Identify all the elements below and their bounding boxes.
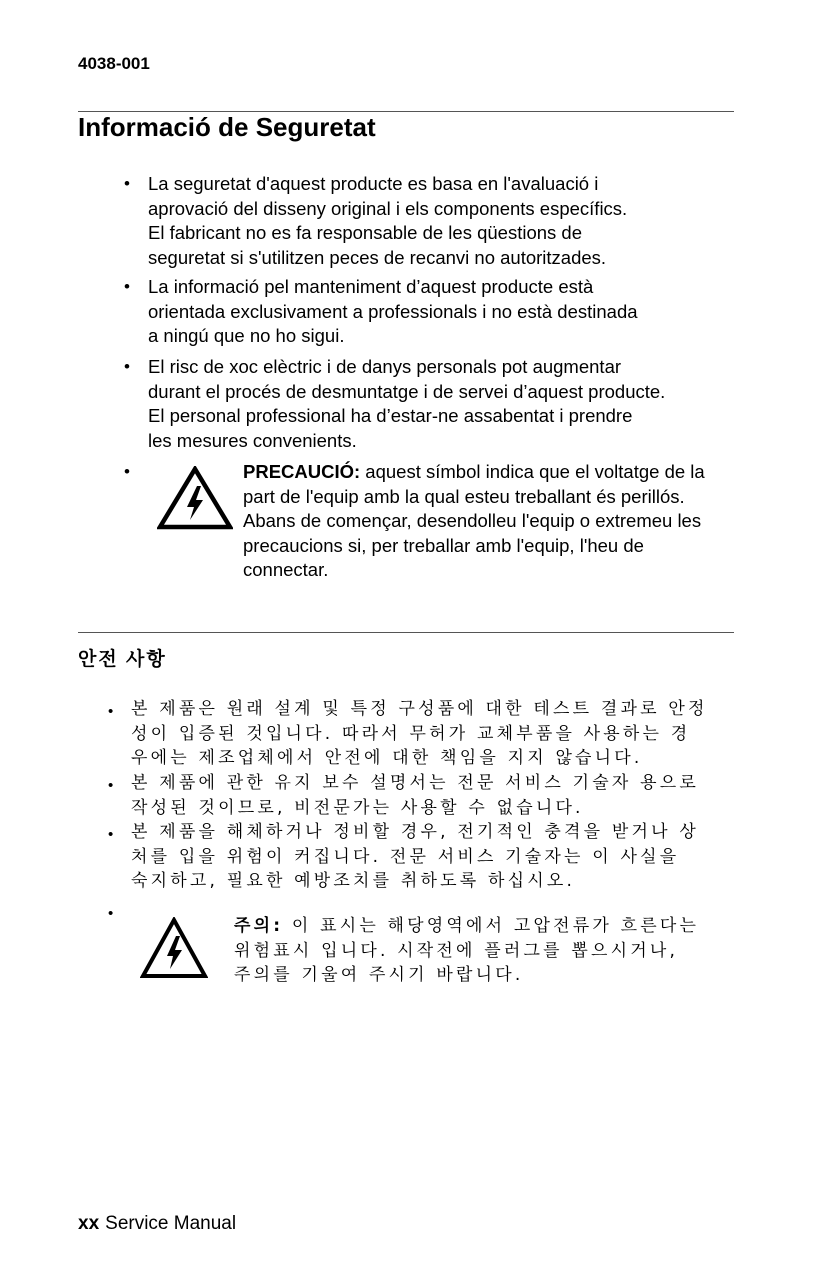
high-voltage-warning-icon bbox=[157, 466, 233, 530]
page-footer bbox=[78, 1213, 236, 1235]
high-voltage-warning-icon bbox=[140, 917, 208, 979]
manual-label: Service Manual bbox=[105, 1213, 237, 1234]
caution-label: 주의: bbox=[234, 916, 284, 936]
korean-caution-text bbox=[234, 914, 734, 988]
bullet-marker: • bbox=[108, 777, 114, 794]
bullet-marker: • bbox=[108, 905, 114, 922]
korean-safety-item: 본 제품에 관한 유지 보수 설명서는 전문 서비스 기술자 용으로 작성된 것이므로, 비전문가는 사용할 수 없습니다. bbox=[131, 773, 699, 818]
bullet-marker: • bbox=[124, 174, 130, 193]
caution-label: PRECAUCIÓ: bbox=[243, 461, 361, 482]
korean-safety-item: 본 제품을 해체하거나 정비할 경우, 전기적인 충격을 받거나 상 처를 입을 위험이 커집니다. 전문 서비스 기술자는 이 사실을 숙지하고, 필요한 예방조치를 취하도록 하십시오. bbox=[131, 822, 699, 892]
caution-body: aquest símbol indica que el voltatge de la part de l'equip amb la qual esteu treballant és perillós. Abans de començar, desendolleu l'equip o extremeu les precaucions si, per treballar amb l'equip, l'heu de connectar. bbox=[243, 461, 705, 581]
bullet-marker: • bbox=[124, 357, 130, 376]
caution-body: 이 표시는 해당영역에서 고압전류가 흐른다는 위험표시 입니다. 시작전에 플러그를 뽑으시거나, 주의를 기울여 주시기 바랍니다. bbox=[234, 916, 700, 986]
catalan-section-title: Informació de Seguretat bbox=[78, 112, 376, 142]
catalan-safety-item: La seguretat d'aquest producte es basa en l'avaluació i aprovació del disseny original i els components específics. El fabricant no es fa responsable de les qüestions de seguretat si s'utilitzen peces de recanvi no autoritzades. bbox=[148, 173, 628, 268]
document-number: 4038-001 bbox=[78, 54, 150, 73]
section-divider bbox=[78, 632, 734, 633]
korean-section-title: 안전 사항 bbox=[78, 649, 167, 670]
catalan-safety-item: La informació pel manteniment d’aquest producte està orientada exclusivament a professionals i no està destinada a ningú que no ho sigui. bbox=[148, 276, 638, 347]
bullet-marker: • bbox=[108, 703, 114, 720]
bullet-marker: • bbox=[124, 277, 130, 296]
korean-safety-item: 본 제품은 원래 설계 및 특정 구성품에 대한 테스트 결과로 안정 성이 입증된 것입니다. 따라서 무허가 교체부품을 사용하는 경 우에는 제조업체에서 안전에 대한 책임을 지지 않습니다. bbox=[131, 699, 708, 769]
bullet-marker: • bbox=[108, 826, 114, 843]
bullet-marker: • bbox=[124, 462, 130, 481]
catalan-safety-item: El risc de xoc elèctric i de danys personals pot augmentar durant el procés de desmuntatge i de servei d’aquest producte. El personal professional ha d’estar-ne assabentat i prendre les mesures convenients. bbox=[148, 356, 666, 451]
catalan-caution-text bbox=[243, 460, 733, 583]
page-number: xx bbox=[78, 1213, 100, 1234]
